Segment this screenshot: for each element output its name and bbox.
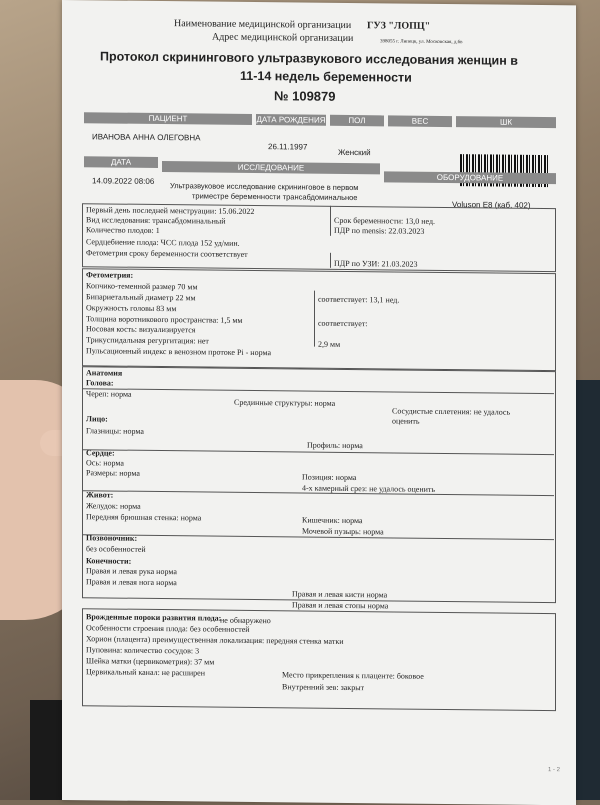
crl: Копчико-теменной размер 70 мм xyxy=(86,281,198,292)
header-sex: ПОЛ xyxy=(330,115,384,127)
anatomy-title: Анатомия xyxy=(86,368,123,378)
org-address-label: Адрес медицинской организации xyxy=(212,31,354,45)
abdomen-title: Живот: xyxy=(86,490,114,500)
header-weight: ВЕС xyxy=(388,115,452,127)
plexus-line2: оценить xyxy=(392,416,420,426)
fetus-count: Количество плодов: 1 xyxy=(86,225,160,236)
nasal-bone: Носовая кость: визуализируется xyxy=(86,324,196,335)
arms: Правая и левая рука норма xyxy=(86,566,177,577)
heart-axis: Ось: норма xyxy=(86,458,124,468)
profile: Профиль: норма xyxy=(307,440,363,451)
intestine: Кишечник: норма xyxy=(302,515,363,526)
bpd: Бипариетальный диаметр 22 мм xyxy=(86,292,196,303)
cervical-canal: Цервикальный канал: не расширен xyxy=(86,667,205,678)
internal-os: Внутренний зев: закрыт xyxy=(282,682,365,693)
heartbeat: Сердцебиение плода: ЧСС плода 152 уд/мин. xyxy=(86,237,240,248)
nt: Толщина воротникового пространства: 1,5 мм xyxy=(86,314,243,325)
attachment: Место прикрепления к плаценте: боковое xyxy=(282,670,424,681)
legs: Правая и левая нога норма xyxy=(86,577,177,588)
study-line2: триместре беременности трансабдоминальное xyxy=(192,191,358,203)
stomach: Желудок: норма xyxy=(86,501,141,511)
general-divider xyxy=(330,206,331,236)
patient-birth: 26.11.1997 xyxy=(268,142,308,152)
org-name-label: Наименование медицинской организации xyxy=(174,18,352,32)
hc: Окружность головы 83 мм xyxy=(86,303,177,314)
org-address-value: 398055 г. Липецк, ул. Московская, д.6в xyxy=(380,39,463,46)
umbilical-cord: Пуповина: количество сосудов: 3 xyxy=(86,645,200,656)
title-line1: Протокол скринингового ультразвукового исследования женщин в xyxy=(100,49,518,68)
midline: Срединные структуры: норма xyxy=(234,397,336,408)
general-divider-2 xyxy=(330,253,331,268)
heart-title: Сердце: xyxy=(86,448,115,458)
edd-us: ПДР по УЗИ: 21.03.2023 xyxy=(334,258,418,269)
spine-title: Позвоночник: xyxy=(86,533,138,543)
skull: Череп: норма xyxy=(86,389,132,399)
header-patient: ПАЦИЕНТ xyxy=(84,112,252,125)
lmp: Первый день последней менструации: 15.06.2022 xyxy=(86,205,255,217)
abdominal-wall: Передняя брюшная стенка: норма xyxy=(86,512,202,523)
feet: Правая и левая стопы норма xyxy=(292,600,389,611)
face-title: Лицо: xyxy=(86,414,108,424)
patient-name: ИВАНОВА АННА ОЛЕГОВНА xyxy=(92,132,201,143)
four-chamber: 4-х камерный срез: не удалось оценить xyxy=(302,483,436,494)
header-equipment: ОБОРУДОВАНИЕ xyxy=(384,171,556,184)
structure: Особенности строения плода: без особенностей xyxy=(86,623,250,634)
header-barcode: ШК xyxy=(456,116,556,128)
protocol-number: № 109879 xyxy=(274,88,336,104)
study-date: 14.09.2022 08:06 xyxy=(92,176,155,186)
edd-mensis: ПДР по mensis: 22.03.2023 xyxy=(334,225,425,236)
plexus-line1: Сосудистые сплетения: не удалось xyxy=(392,406,511,417)
fetometry-match: Фетометрия сроку беременности соответствует xyxy=(86,248,248,259)
patient-sex: Женский xyxy=(338,147,371,158)
tricuspid-value: 2,9 мм xyxy=(318,339,341,349)
org-name-value: ГУЗ "ЛОПЦ" xyxy=(367,20,431,32)
crl-match: соответствует: 13,1 нед. xyxy=(318,294,400,305)
title-line2: 11-14 недель беременности xyxy=(240,68,412,85)
malformations-value: не обнаружено xyxy=(220,615,271,626)
hands: Правая и левая кисти норма xyxy=(292,589,388,600)
heart-size: Размеры: норма xyxy=(86,468,140,478)
study-type: Вид исследования: трансабдоминальный xyxy=(86,215,226,226)
heart-position: Позиция: норма xyxy=(302,472,357,483)
page-number: 1 - 2 xyxy=(548,767,561,774)
header-study: ИССЛЕДОВАНИЕ xyxy=(162,161,380,174)
chorion: Хорион (плацента) преимущественная локализация: передняя стенка матки xyxy=(86,634,344,646)
header-date: ДАТА xyxy=(84,156,158,168)
study-equipment: Voluson E8 (каб. 402) xyxy=(452,200,531,210)
limbs-title: Конечности: xyxy=(86,556,132,566)
protocol-document xyxy=(62,0,576,805)
nt-match: соответствует: xyxy=(318,318,368,329)
malformations-label: Врожденные пороки развития плода: xyxy=(86,612,222,623)
orbits: Глазницы: норма xyxy=(86,426,144,436)
gest-age: Срок беременности: 13,0 нед. xyxy=(334,215,436,226)
header-birth: ДАТА РОЖДЕНИЯ xyxy=(256,115,326,125)
pulsatility-index: Пульсационный индекс в венозном протоке Pi - норма xyxy=(86,346,272,358)
spine-value: без особенностей xyxy=(86,544,146,554)
head-title: Голова: xyxy=(86,378,114,388)
tricuspid: Трикуспидальная регургитация: нет xyxy=(86,335,209,346)
fetometry-divider xyxy=(314,291,315,347)
bladder: Мочевой пузырь: норма xyxy=(302,526,384,537)
cervix: Шейка матки (цервикометрия): 37 мм xyxy=(86,656,215,667)
study-line1: Ультразвуковое исследование скрининговое в первом xyxy=(170,181,359,193)
fetometry-title: Фетометрия: xyxy=(86,270,134,280)
